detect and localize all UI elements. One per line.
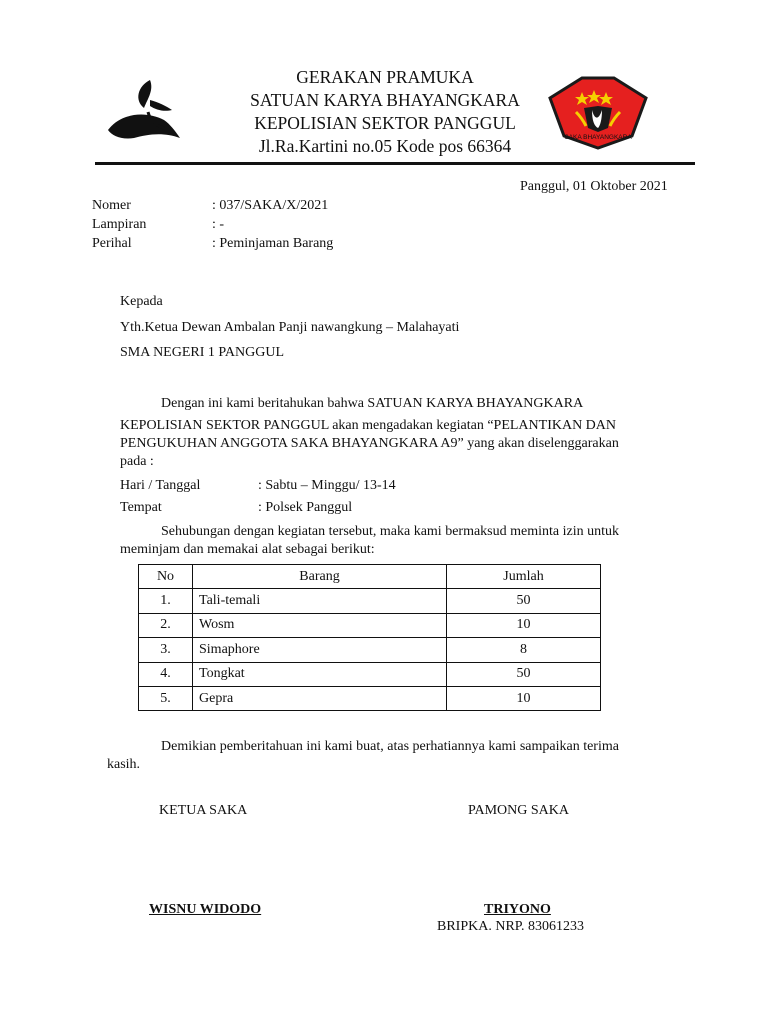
body-p1-line-2: KEPOLISIAN SEKTOR PANGGUL akan mengadakan kegiatan “PELANTIKAN DAN	[120, 418, 617, 433]
body-p1-line-4: pada :	[120, 454, 154, 469]
header-line-3: KEPOLISIAN SEKTOR PANGGUL	[254, 113, 516, 133]
table-cell-no: 2.	[139, 613, 193, 637]
recipient-kepada: Kepada	[120, 294, 163, 309]
table-cell-jumlah: 8	[447, 638, 601, 662]
signature-right-name: TRIYONO	[484, 902, 551, 917]
letterhead	[200, 66, 570, 158]
table-cell-no: 3.	[139, 638, 193, 662]
body-p2-line-2: meminjam dan memakai alat sebagai berikut:	[120, 542, 375, 557]
header-line-4: Jl.Ra.Kartini no.05 Kode pos 66364	[258, 136, 512, 156]
recipient-line-2: SMA NEGERI 1 PANGGUL	[120, 345, 285, 360]
table-cell-no: 5.	[139, 686, 193, 710]
table-cell-jumlah: 10	[447, 613, 601, 637]
table-row	[139, 686, 601, 710]
signature-left-name: WISNU WIDODO	[149, 902, 262, 917]
date-place: Panggul, 01 Oktober 2021	[520, 179, 668, 194]
saka-bhayangkara-logo-icon	[546, 76, 650, 150]
table-cell-barang: Wosm	[193, 613, 447, 637]
meta-label-lampiran: Lampiran	[92, 217, 147, 232]
tempat-value: : Polsek Panggul	[258, 500, 353, 515]
table-header-row	[139, 565, 601, 589]
logo-caption: SAKA BHAYANGKARA	[564, 134, 632, 141]
table-header-barang: Barang	[193, 565, 447, 589]
meta-label-nomer: Nomer	[92, 198, 131, 213]
table-row	[139, 613, 601, 637]
body-p1-line-3: PENGUKUHAN ANGGOTA SAKA BHAYANGKARA A9” yang akan diselenggarakan	[120, 436, 619, 451]
signature-left-title: KETUA SAKA	[159, 803, 248, 818]
header-line-2: SATUAN KARYA BHAYANGKARA	[250, 90, 520, 110]
meta-value-lampiran: : -	[212, 217, 225, 232]
table-cell-jumlah: 50	[447, 589, 601, 613]
table-cell-jumlah: 10	[447, 686, 601, 710]
signature-right-nrp: BRIPKA. NRP. 83061233	[437, 919, 585, 934]
table-row	[139, 662, 601, 686]
table-cell-jumlah: 50	[447, 662, 601, 686]
table-cell-barang: Gepra	[193, 686, 447, 710]
tempat-label: Tempat	[120, 500, 162, 515]
letterhead-divider	[95, 162, 695, 165]
hari-value: : Sabtu – Minggu/ 13-14	[258, 478, 396, 493]
body-p2-line-1: Sehubungan dengan kegiatan tersebut, maka kami bermaksud meminta izin untuk	[161, 524, 619, 539]
table-cell-barang: Tongkat	[193, 662, 447, 686]
table-cell-no: 4.	[139, 662, 193, 686]
body-p1-line-1: Dengan ini kami beritahukan bahwa SATUAN KARYA BHAYANGKARA	[161, 396, 584, 411]
table-row	[139, 638, 601, 662]
table-header-jumlah: Jumlah	[447, 565, 601, 589]
closing-line-2: kasih.	[107, 757, 141, 772]
items-table	[138, 564, 601, 711]
table-cell-barang: Simaphore	[193, 638, 447, 662]
signature-right-title: PAMONG SAKA	[468, 803, 570, 818]
meta-value-perihal: : Peminjaman Barang	[212, 236, 334, 251]
hari-label: Hari / Tanggal	[120, 478, 201, 493]
recipient-line-1: Yth.Ketua Dewan Ambalan Panji nawangkung – Malahayati	[120, 320, 460, 335]
table-cell-no: 1.	[139, 589, 193, 613]
closing-line-1: Demikian pemberitahuan ini kami buat, atas perhatiannya kami sampaikan terima	[161, 739, 619, 754]
table-row	[139, 589, 601, 613]
pramuka-logo-icon	[104, 76, 184, 144]
table-cell-barang: Tali-temali	[193, 589, 447, 613]
table-header-no: No	[139, 565, 193, 589]
meta-label-perihal: Perihal	[92, 236, 132, 251]
meta-value-nomer: : 037/SAKA/X/2021	[212, 198, 329, 213]
header-line-1: GERAKAN PRAMUKA	[296, 67, 474, 87]
